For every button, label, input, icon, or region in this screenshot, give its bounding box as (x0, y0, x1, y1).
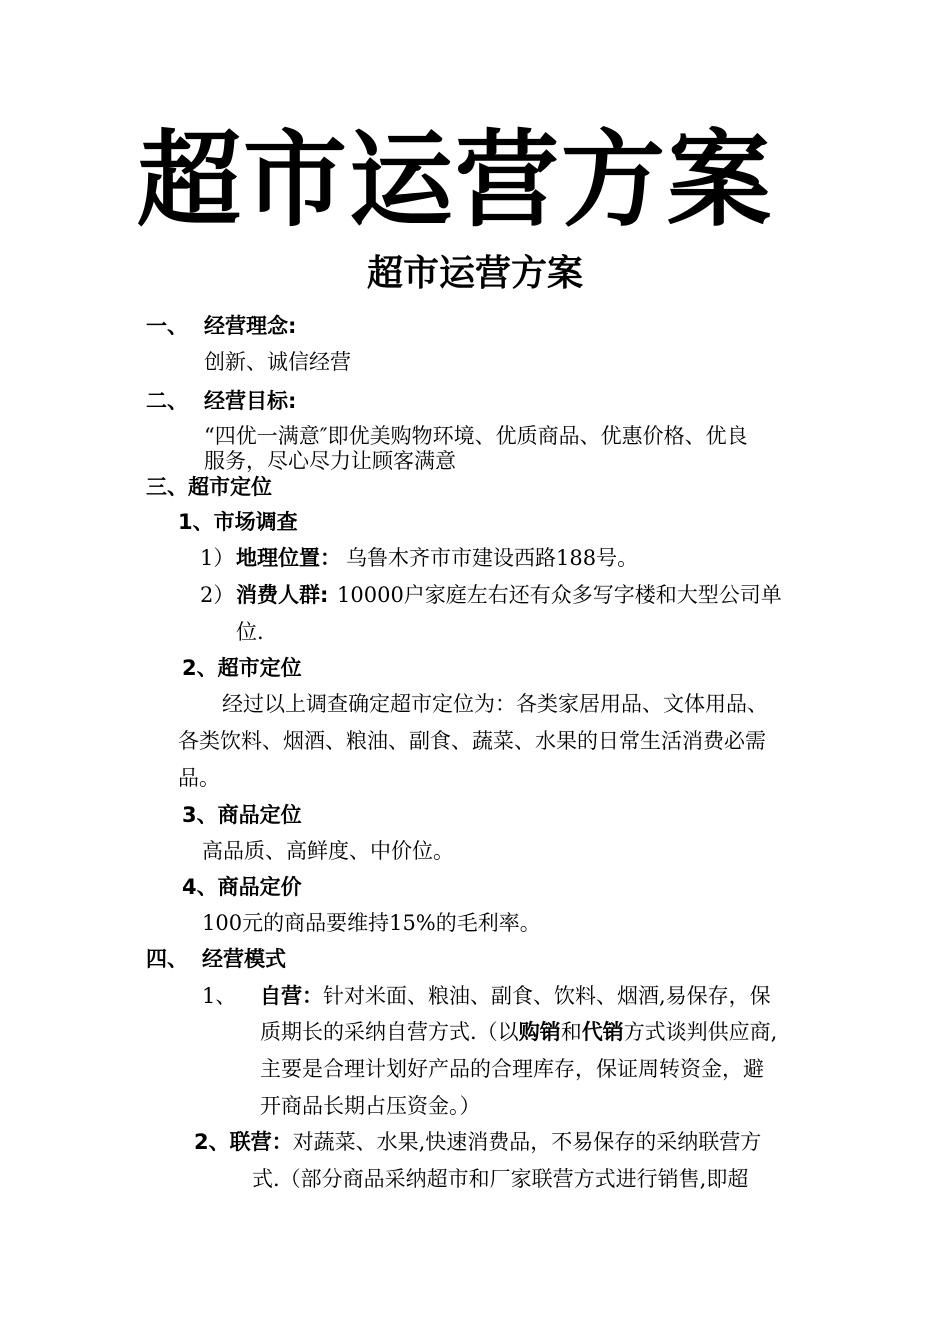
section-2-number: 二、 (146, 389, 188, 413)
section-4-item-1-number: 1、 (202, 984, 237, 1008)
section-2-body-line-1: “四优一满意″即优美购物环境、优质商品、优惠价格、优良 (204, 424, 748, 448)
section-4-item-2-text: 对蔬菜、水果,快速消费品，不易保存的采纳联营方 (292, 1130, 762, 1154)
section-1-number: 一、 (146, 314, 188, 338)
line-2-text-e: 方式谈判供应商, (623, 1020, 778, 1044)
page-title: 超市运营方案 (366, 253, 583, 294)
sub-1-item-2-text: 10000户家庭左右还有众多写字楼和大型公司单 (337, 583, 782, 607)
sub-1-item-1-text: 乌鲁木齐市市建设西路188号。 (346, 546, 639, 570)
sub-1-item-1-number: 1） (200, 546, 235, 570)
section-4-item-1-line-3: 主要是合理计划好产品的合理库存，保证周转资金，避 (260, 1057, 764, 1081)
sub-2-paragraph-line-1: 经过以上调查确定超市定位为：各类家居用品、文体用品、 (222, 692, 768, 716)
section-4-item-2-line-2: 式.（部分商品采纳超市和厂家联营方式进行销售,即超 (252, 1167, 749, 1191)
section-4-item-2-line-1 (194, 1132, 761, 1153)
sub-1-item-2-label: 消费人群: (236, 583, 329, 607)
section-4-item-1-text: 针对米面、粮油、副食、饮料、烟酒,易保存，保 (323, 984, 771, 1008)
section-3-sub-3-heading: 3、商品定位 (182, 803, 302, 827)
section-4-number: 四、 (146, 947, 188, 971)
section-4-item-1-line-1 (260, 986, 771, 1007)
line-2-text-a: 质期长的采纳自营方式.（以 (260, 1020, 519, 1044)
section-3-heading: 三、超市定位 (146, 475, 272, 499)
consignment-term: 代销 (581, 1020, 624, 1044)
sub-3-body: 高品质、高鲜度、中价位。 (202, 839, 454, 863)
sub-4-body: 100元的商品要维持15%的毛利率。 (202, 911, 541, 935)
section-4-item-2-label: 2、联营： (194, 1130, 293, 1154)
section-2-heading: 经营目标: (204, 389, 297, 413)
section-4-item-1-label: 自营： (260, 984, 323, 1008)
purchase-sales-term: 购销 (518, 1020, 561, 1044)
section-2-body-line-2: 服务，尽心尽力让顾客满意 (204, 449, 456, 473)
section-3-sub-1-heading: 1、市场调查 (178, 510, 298, 534)
sub-1-item-2-number: 2） (200, 583, 235, 607)
line-2-text-c: 和 (560, 1020, 582, 1044)
section-1-body: 创新、诚信经营 (204, 350, 351, 374)
sub-1-item-2-continuation: 位. (236, 620, 264, 644)
sub-2-paragraph-line-3: 品。 (178, 766, 220, 790)
section-4-heading: 经营模式 (202, 947, 286, 971)
page-title-large: 超市运营方案 (136, 118, 773, 241)
section-1-heading: 经营理念: (204, 314, 297, 338)
section-3-sub-4-heading: 4、商品定价 (182, 875, 302, 899)
sub-2-paragraph-line-2: 各类饮料、烟酒、粮油、副食、蔬菜、水果的日常生活消费必需 (178, 729, 766, 753)
sub-1-item-1-label: 地理位置： (236, 546, 341, 570)
section-4-item-1-line-2 (260, 1022, 777, 1043)
section-3-sub-2-heading: 2、超市定位 (182, 656, 302, 680)
section-4-item-1-line-4: 开商品长期占压资金。） (260, 1094, 481, 1118)
